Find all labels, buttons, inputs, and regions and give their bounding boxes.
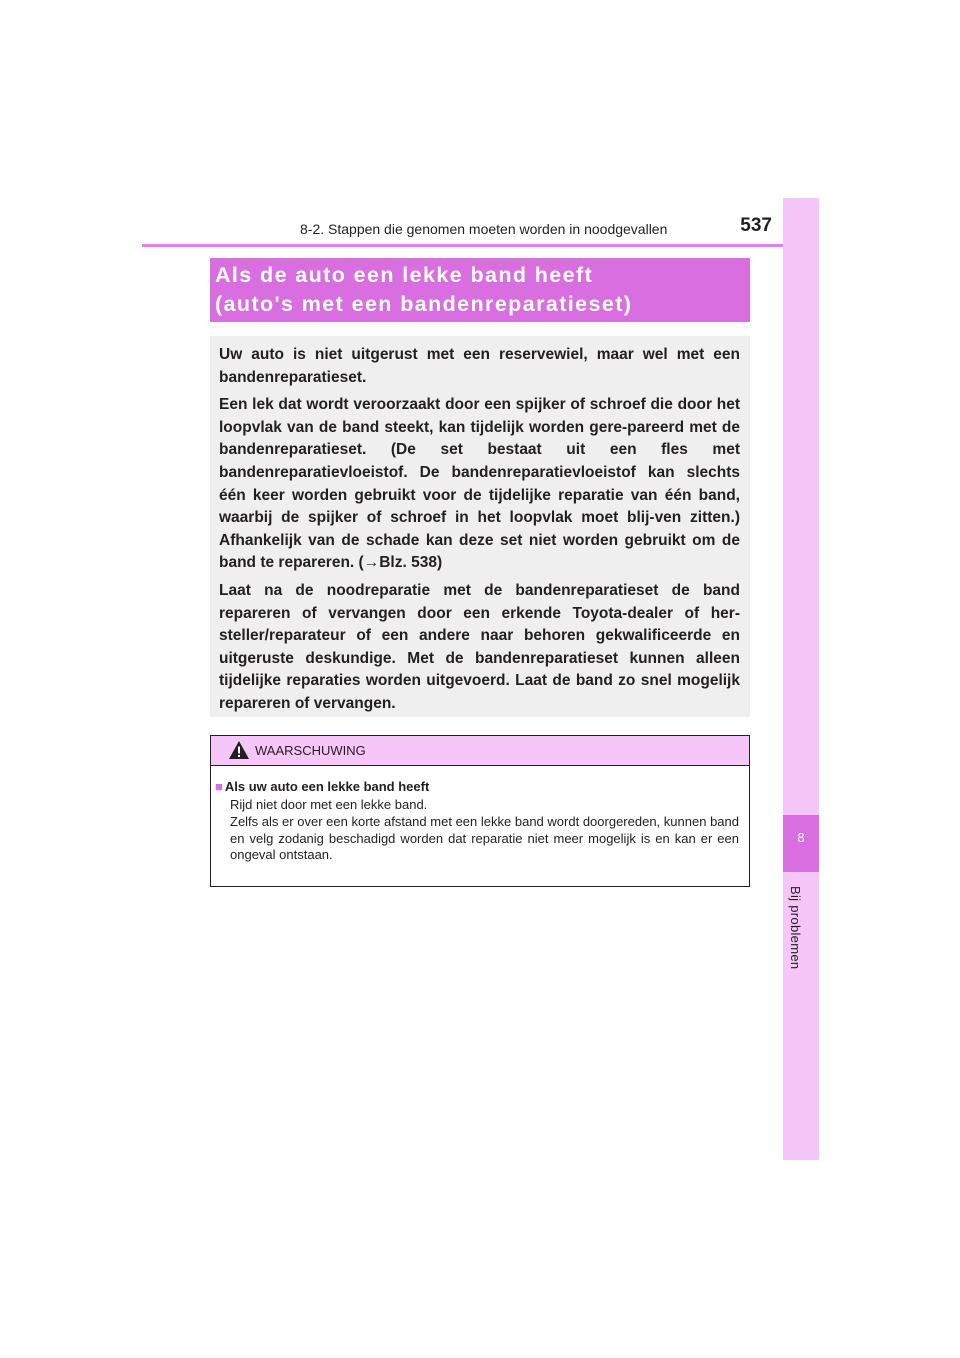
page-reference: Blz. 538) <box>379 554 443 572</box>
square-bullet-icon: ■ <box>215 779 223 794</box>
section-header: 8-2. Stappen die genomen moeten worden in noodgevallen <box>300 221 668 237</box>
warning-triangle-icon <box>228 740 250 760</box>
header-divider <box>142 244 819 247</box>
warning-heading-text: Als uw auto een lekke band heeft <box>224 779 430 794</box>
chapter-name: Bij problemen <box>788 886 803 970</box>
intro-paragraph-1: Uw auto is niet uitgerust met een reservewiel, maar wel met een bandenreparatieset. <box>219 346 740 386</box>
warning-text <box>230 797 739 864</box>
intro-paragraph-2-text: Een lek dat wordt veroorzaakt door een spijker of schroef die door het loopvlak van de band steekt, kan tijdelijk worden gere-pareerd met de bandenreparatieset. (De set bestaat uit een fles met bandenreparatievloeistof. De bandenreparatievloeistof kan slechts één keer worden gebruikt voor de tijdelijke reparatie van één band, waarbij de spijker of schroef in het loopvlak moet blij-ven zitten.) Afhankelijk van de schade kan deze set niet worden gebruikt om de band te repareren. ( <box>219 396 740 572</box>
warning-body <box>211 766 749 864</box>
warning-line-2: Zelfs als er over een korte afstand met een lekke band wordt doorgereden, kunnen band en velg zodanig beschadigd worden dat reparatie niet meer mogelijk is en kan er een ongeval ontstaan. <box>230 813 739 863</box>
chapter-side-tab <box>783 198 819 1160</box>
page-number: 537 <box>740 215 772 236</box>
section-title-line-1: Als de auto een lekke band heeft <box>215 263 594 287</box>
reference-arrow-icon: → <box>363 554 380 572</box>
section-title-box <box>210 258 750 322</box>
warning-label: WAARSCHUWING <box>255 743 366 758</box>
warning-line-1: Rijd niet door met een lekke band. <box>230 797 428 812</box>
warning-heading <box>215 778 739 795</box>
warning-header <box>211 736 749 766</box>
warning-box <box>210 735 750 887</box>
intro-box <box>210 336 750 717</box>
section-title-line-2: (auto's met een bandenreparatieset) <box>215 292 633 316</box>
chapter-number: 8 <box>797 830 805 845</box>
intro-paragraph-3: Laat na de noodreparatie met de bandenreparatieset de band repareren of vervangen door een erkende Toyota-dealer of her-steller/reparateur of een andere naar behoren gekwalificeerde en uitgeruste deskundige. Met de bandenreparatieset kunnen alleen tijdelijke reparaties worden uitgevoerd. Laat de band zo snel mogelijk repareren of vervangen. <box>219 581 740 712</box>
intro-paragraph-2 <box>219 394 740 575</box>
